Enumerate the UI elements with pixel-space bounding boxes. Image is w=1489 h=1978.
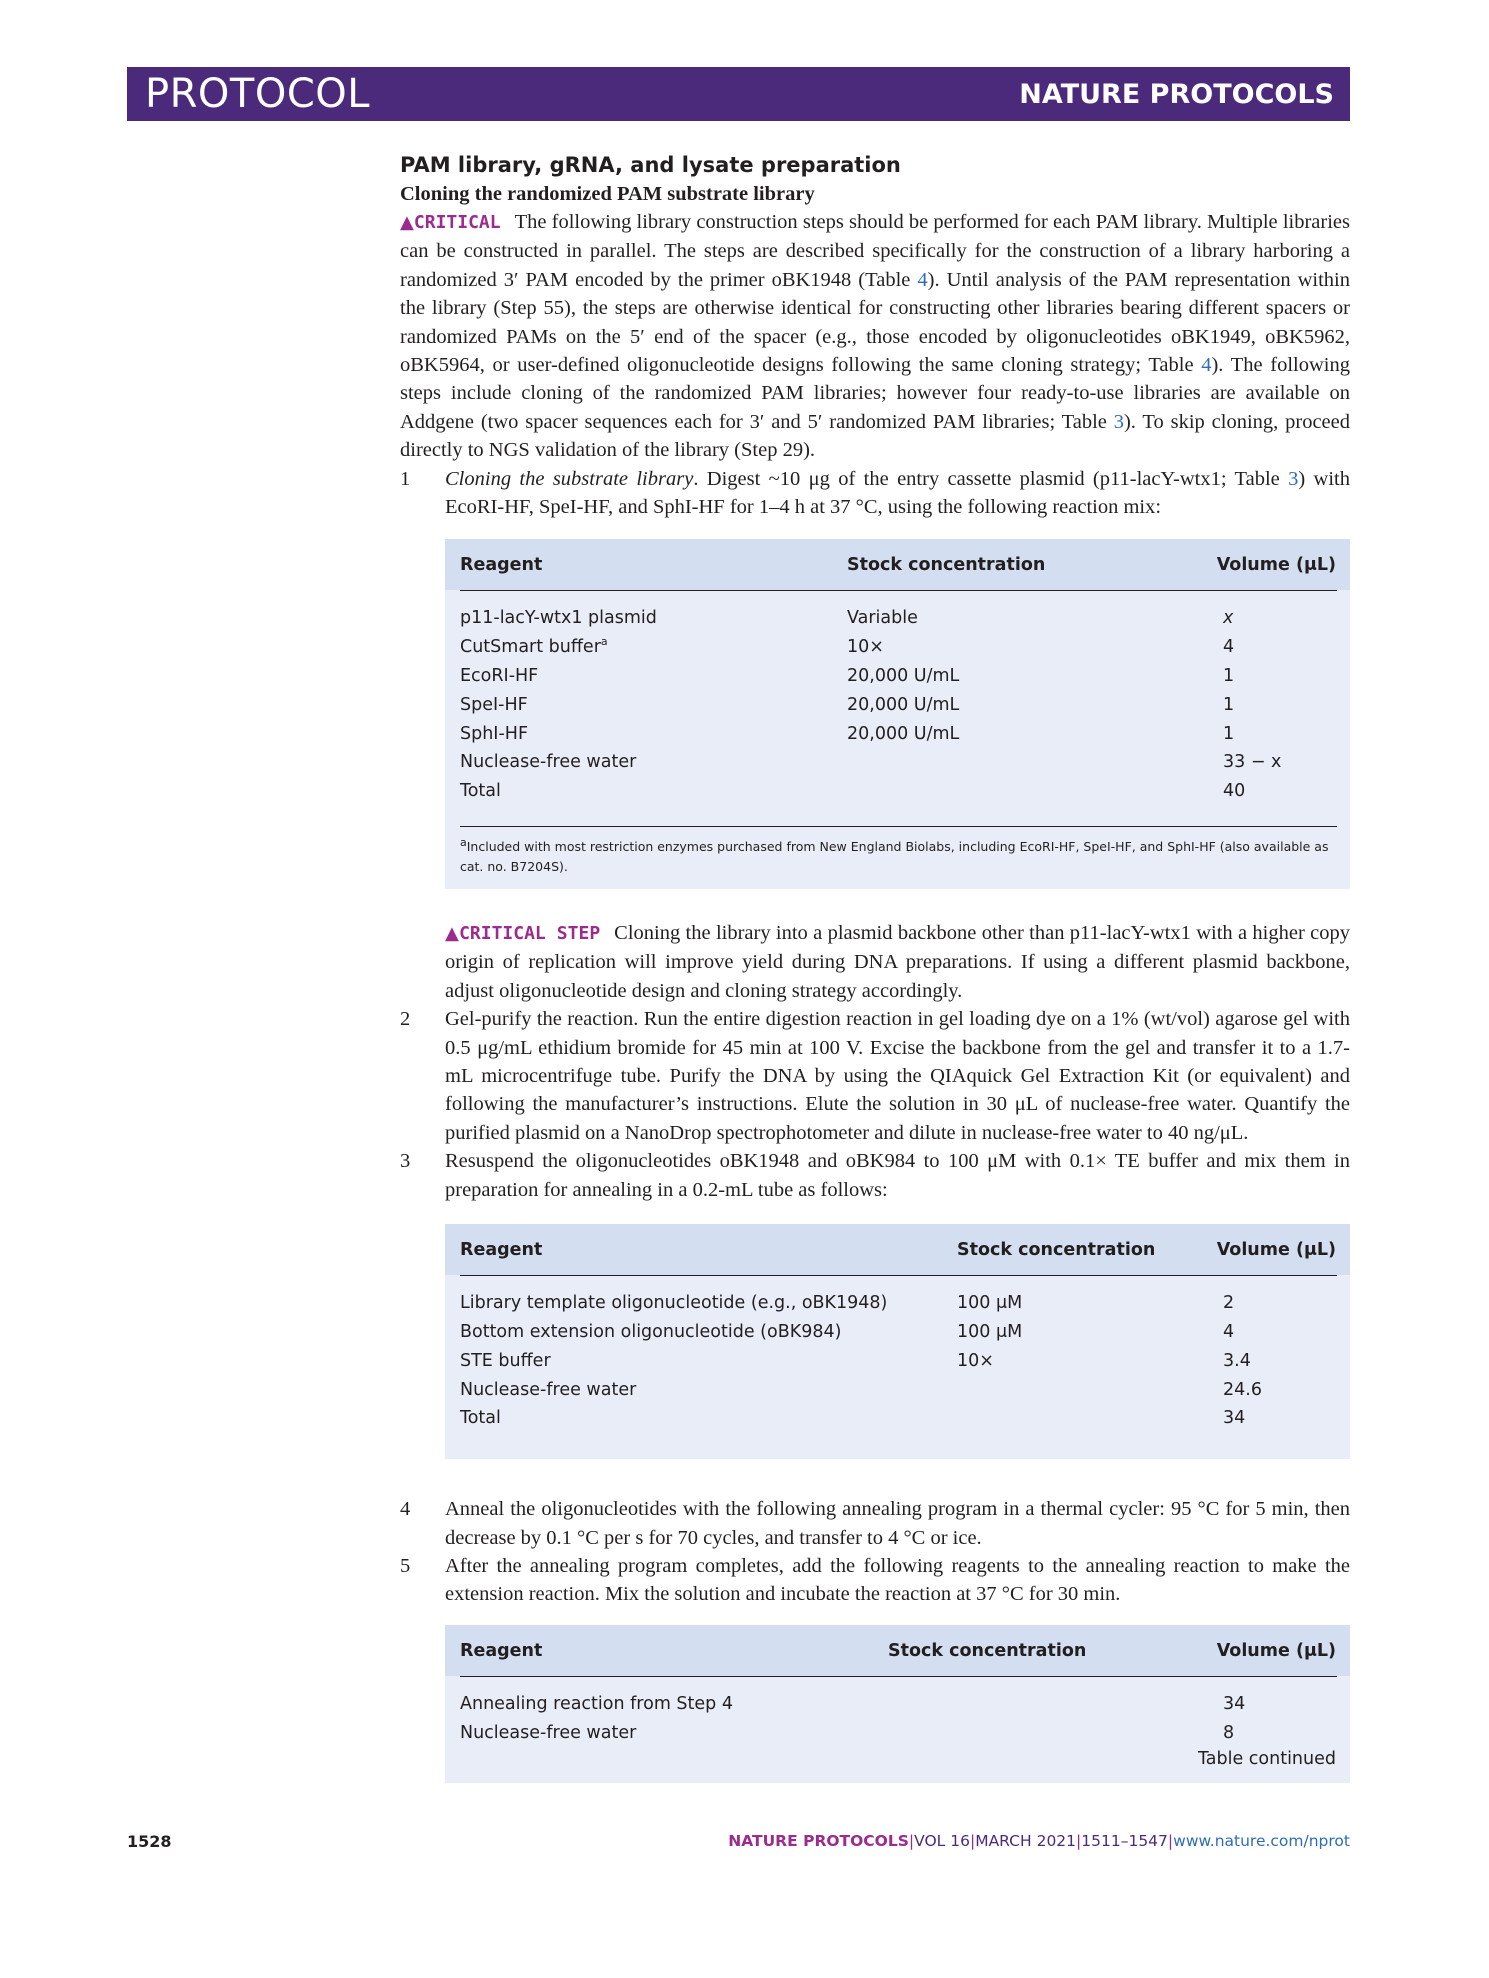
reaction-table-3 <box>445 1625 1350 1784</box>
table-header <box>445 1625 1350 1676</box>
column-header: Reagent <box>460 555 543 576</box>
table-row: Nuclease-free water 33 − x <box>460 752 1282 773</box>
step-number: 2 <box>400 1008 411 1031</box>
subsection-heading: Cloning the randomized PAM substrate library <box>400 183 815 205</box>
table-row: Bottom extension oligonucleotide (oBK984) 100 μM 4 <box>460 1321 1235 1342</box>
citation-line: NATURE PROTOCOLS|VOL 16|MARCH 2021|1511–1547|www.nature.com/nprot <box>728 1832 1350 1850</box>
table-header <box>445 539 1350 590</box>
column-header: Reagent <box>460 1640 543 1661</box>
column-header: Stock concentration <box>847 555 1046 576</box>
step-number: 5 <box>400 1554 411 1577</box>
table-header <box>445 1224 1350 1275</box>
table-row: Annealing reaction from Step 4 34 <box>460 1693 1246 1714</box>
table-4-link[interactable]: 4 <box>917 268 928 291</box>
table-row: Nuclease-free water 24.6 <box>460 1379 1262 1400</box>
main-content <box>400 150 1350 1783</box>
warning-triangle-icon: ▲ <box>400 212 414 233</box>
critical-paragraph: ▲CRITICAL The following library construction steps should be performed for each PAM library. Multiple libraries can be constructed in parallel. The steps are described specifically for the construction of a library harboring a randomized 3′ PAM encoded by the primer oBK1948 (Table 4). Until analysis of the PAM representation within the library (Step 55), the steps are otherwise identical for constructing other libraries bearing different spacers or randomized PAMs on the 5′ end of the spacer (e.g., those encoded by oligonucleotides oBK1949, oBK5962, oBK5964, or user-defined oligonucleotide designs following the same cloning strategy; Table 4). The following steps include cloning of the randomized PAM libraries; however four ready-to-use libraries are available on Addgene (two spacer sequences each for 3′ and 5′ randomized PAM libraries; Table 3). To skip cloning, proceed directly to NGS validation of the library (Step 29). <box>400 211 1351 462</box>
column-header: Volume (μL) <box>1216 555 1336 576</box>
step-number: 3 <box>400 1150 411 1173</box>
step-4: 4 Anneal the oligonucleotides with the following annealing program in a thermal cycler: 95 °C for 5 min, then decrease by 0.1 °C per s for 70 cycles, and transfer to 4 °C or ice. <box>400 1495 1350 1552</box>
journal-url-link[interactable]: www.nature.com/nprot <box>1173 1832 1350 1850</box>
reaction-table-2 <box>445 1224 1350 1459</box>
table-row: p11-lacY-wtx1 plasmid Variable x <box>460 608 1234 629</box>
table-row: STE buffer 10× 3.4 <box>460 1350 1251 1371</box>
step-5: 5 After the annealing program completes, add the following reagents to the annealing reaction to make the extension reaction. Mix the solution and incubate the reaction at 37 °C for 30 min. <box>400 1552 1350 1609</box>
page-number: 1528 <box>127 1832 172 1851</box>
column-header: Stock concentration <box>888 1640 1087 1661</box>
step-number: 4 <box>400 1498 411 1521</box>
step-3: 3 Resuspend the oligonucleotides oBK1948 and oBK984 to 100 μM with 0.1× TE buffer and mix them in preparation for annealing in a 0.2-mL tube as follows: <box>400 1147 1350 1204</box>
section-label: PROTOCOL <box>145 71 371 117</box>
reaction-table-1 <box>445 539 1350 889</box>
table-row: SphI-HF 20,000 U/mL 1 <box>460 723 1235 744</box>
column-header: Reagent <box>460 1240 543 1261</box>
page-footer <box>127 1832 1350 1862</box>
table-row: SpeI-HF 20,000 U/mL 1 <box>460 694 1235 715</box>
table-row: Total 34 <box>460 1408 1246 1429</box>
table-footnote: aIncluded with most restriction enzymes purchased from New England Biolabs, including EcoRI-HF, SpeI-HF, and SphI-HF (also available as cat. no. B7204S). <box>460 835 1329 875</box>
table-row: Total 40 <box>460 781 1246 802</box>
critical-step-label: ▲CRITICAL STEP <box>445 923 601 945</box>
step-2: 2 Gel-purify the reaction. Run the entire digestion reaction in gel loading dye on a 1% (wt/vol) agarose gel with 0.5 μg/mL ethidium bromide for 45 min at 100 V. Excise the backbone from the gel and transfer it to a 1.7-mL microcentrifuge tube. Purify the DNA by using the QIAquick Gel Extraction Kit (or equivalent) and following the manufacturer’s instructions. Elute the solution in 30 μL of nuclease-free water. Quantify the purified plasmid on a NanoDrop spectrophotometer and dilute in nuclease-free water to 40 ng/μL. <box>400 1005 1350 1147</box>
table-3-link[interactable]: 3 <box>1113 410 1124 433</box>
step-title: Cloning the substrate library <box>445 467 694 490</box>
table-row: CutSmart buffer$^a$ 10× 4 <box>460 635 1235 658</box>
footnote-marker: a <box>600 635 608 649</box>
column-header: Stock concentration <box>957 1240 1156 1261</box>
page-header <box>127 67 1350 121</box>
critical-step: ▲CRITICAL STEP Cloning the library into a plasmid backbone other than p11-lacY-wtx1 with a higher copy origin of replication will improve yield during DNA preparations. If using a different plasmid backbone, adjust oligonucleotide design and cloning strategy accordingly. <box>445 922 1350 1002</box>
table-3-link[interactable]: 3 <box>1288 467 1299 490</box>
table-row: EcoRI-HF 20,000 U/mL 1 <box>460 666 1235 687</box>
column-header: Volume (μL) <box>1216 1240 1336 1261</box>
warning-triangle-icon: ▲ <box>445 923 460 945</box>
table-row: Nuclease-free water 8 <box>460 1722 1235 1743</box>
column-header: Volume (μL) <box>1216 1640 1336 1661</box>
section-heading: PAM library, gRNA, and lysate preparation <box>400 153 901 177</box>
table-row: Library template oligonucleotide (e.g., oBK1948) 100 μM 2 <box>460 1293 1235 1314</box>
step-number: 1 <box>400 467 411 490</box>
critical-label: ▲CRITICAL <box>400 212 501 233</box>
table-continued-note: Table continued <box>1197 1749 1336 1770</box>
step-1: 1 Cloning the substrate library. Digest ~10 μg of the entry cassette plasmid (p11-lacY-wtx1; Table 3) with EcoRI-HF, SpeI-HF, and SphI-HF for 1–4 h at 37 °C, using the following reaction mix: <box>400 465 1350 522</box>
journal-name: NATURE PROTOCOLS <box>1019 79 1334 110</box>
table-4-link[interactable]: 4 <box>1201 354 1212 377</box>
